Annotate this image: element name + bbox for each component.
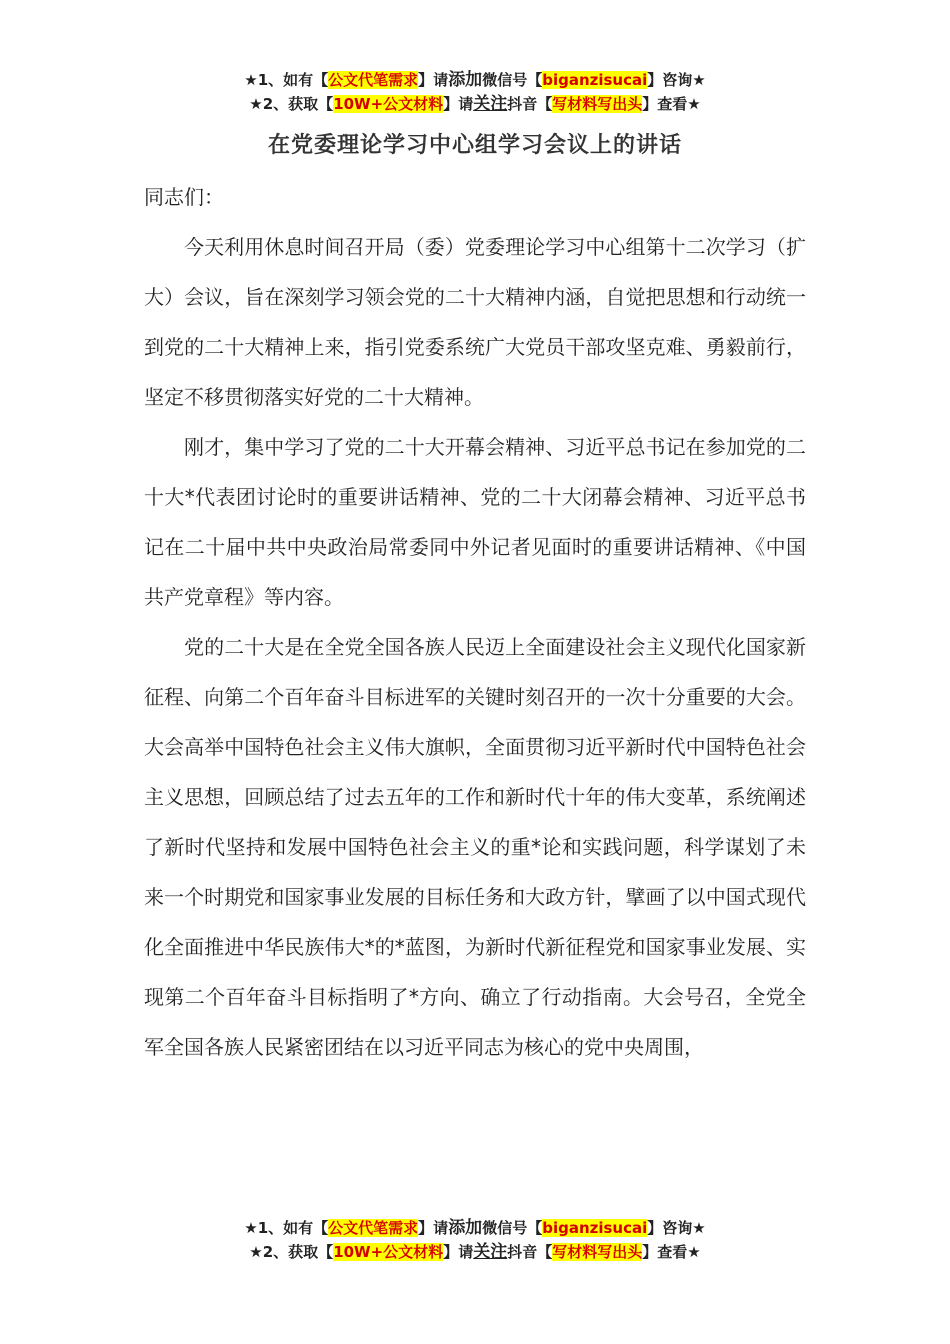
promo-highlight: 10W+公文材料 <box>333 1243 444 1261</box>
promo-text: 】查看★ <box>642 95 701 113</box>
document-body <box>144 172 806 1072</box>
document-title: 在党委理论学习中心组学习会议上的讲话 <box>267 133 682 158</box>
promo-douyin-id: 写材料写出头 <box>552 1243 643 1261</box>
promo-text: 】请 <box>418 1219 449 1237</box>
footer-promo-banner <box>0 1216 950 1264</box>
promo-text: 】查看★ <box>642 1243 701 1261</box>
promo-text: 】请 <box>418 71 449 89</box>
paragraph: 刚才，集中学习了党的二十大开幕会精神、习近平总书记在参加党的二十大*代表团讨论时的重要讲话精神、党的二十大闭幕会精神、习近平总书记在二十届中共中央政治局常委同中外记者见面时的重要讲话精神、《中国共产党章程》等内容。 <box>144 435 806 609</box>
header-promo-banner <box>0 68 950 116</box>
promo-emphasis: 添加 <box>448 1218 483 1238</box>
promo-text: 微信号【 <box>482 1219 543 1237</box>
paragraph: 今天利用休息时间召开局（委）党委理论学习中心组第十二次学习（扩大）会议，旨在深刻学习领会党的二十大精神内涵，自觉把思想和行动统一到党的二十大精神上来，指引党委系统广大党员干部攻坚克难、勇毅前行，坚定不移贯彻落实好党的二十大精神。 <box>144 235 806 409</box>
promo-text: ★1、如有【 <box>244 71 329 89</box>
promo-highlight: 10W+公文材料 <box>333 95 444 113</box>
promo-line-1 <box>0 1216 950 1240</box>
promo-highlight: 公文代笔需求 <box>328 1219 419 1237</box>
promo-text: 】咨询★ <box>647 71 706 89</box>
promo-line-1 <box>0 68 950 92</box>
promo-highlight: 公文代笔需求 <box>328 71 419 89</box>
promo-line-2 <box>0 1240 950 1264</box>
promo-emphasis: 关注 <box>473 1242 508 1262</box>
promo-text: 】请 <box>443 95 474 113</box>
promo-text: 微信号【 <box>482 71 543 89</box>
promo-text: 抖音【 <box>507 95 553 113</box>
promo-text: 】请 <box>443 1243 474 1261</box>
salutation: 同志们： <box>144 185 224 209</box>
promo-text: ★2、获取【 <box>249 95 334 113</box>
promo-line-2 <box>0 92 950 116</box>
promo-emphasis: 关注 <box>473 94 508 114</box>
promo-text: ★2、获取【 <box>249 1243 334 1261</box>
promo-douyin-id: 写材料写出头 <box>552 95 643 113</box>
promo-wechat-id: biganzisucai <box>542 71 648 89</box>
promo-wechat-id: biganzisucai <box>542 1219 648 1237</box>
promo-text: ★1、如有【 <box>244 1219 329 1237</box>
promo-emphasis: 添加 <box>448 70 483 90</box>
paragraph: 党的二十大是在全党全国各族人民迈上全面建设社会主义现代化国家新征程、向第二个百年奋斗目标进军的关键时刻召开的一次十分重要的大会。大会高举中国特色社会主义伟大旗帜，全面贯彻习近平新时代中国特色社会主义思想，回顾总结了过去五年的工作和新时代十年的伟大变革，系统阐述了新时代坚持和发展中国特色社会主义的重*论和实践问题，科学谋划了未来一个时期党和国家事业发展的目标任务和大政方针，擘画了以中国式现代化全面推进中华民族伟大*的*蓝图，为新时代新征程党和国家事业发展、实现第二个百年奋斗目标指明了*方向、确立了行动指南。大会号召，全党全军全国各族人民紧密团结在以习近平同志为核心的党中央周围， <box>144 635 806 1059</box>
promo-text: 】咨询★ <box>647 1219 706 1237</box>
promo-text: 抖音【 <box>507 1243 553 1261</box>
